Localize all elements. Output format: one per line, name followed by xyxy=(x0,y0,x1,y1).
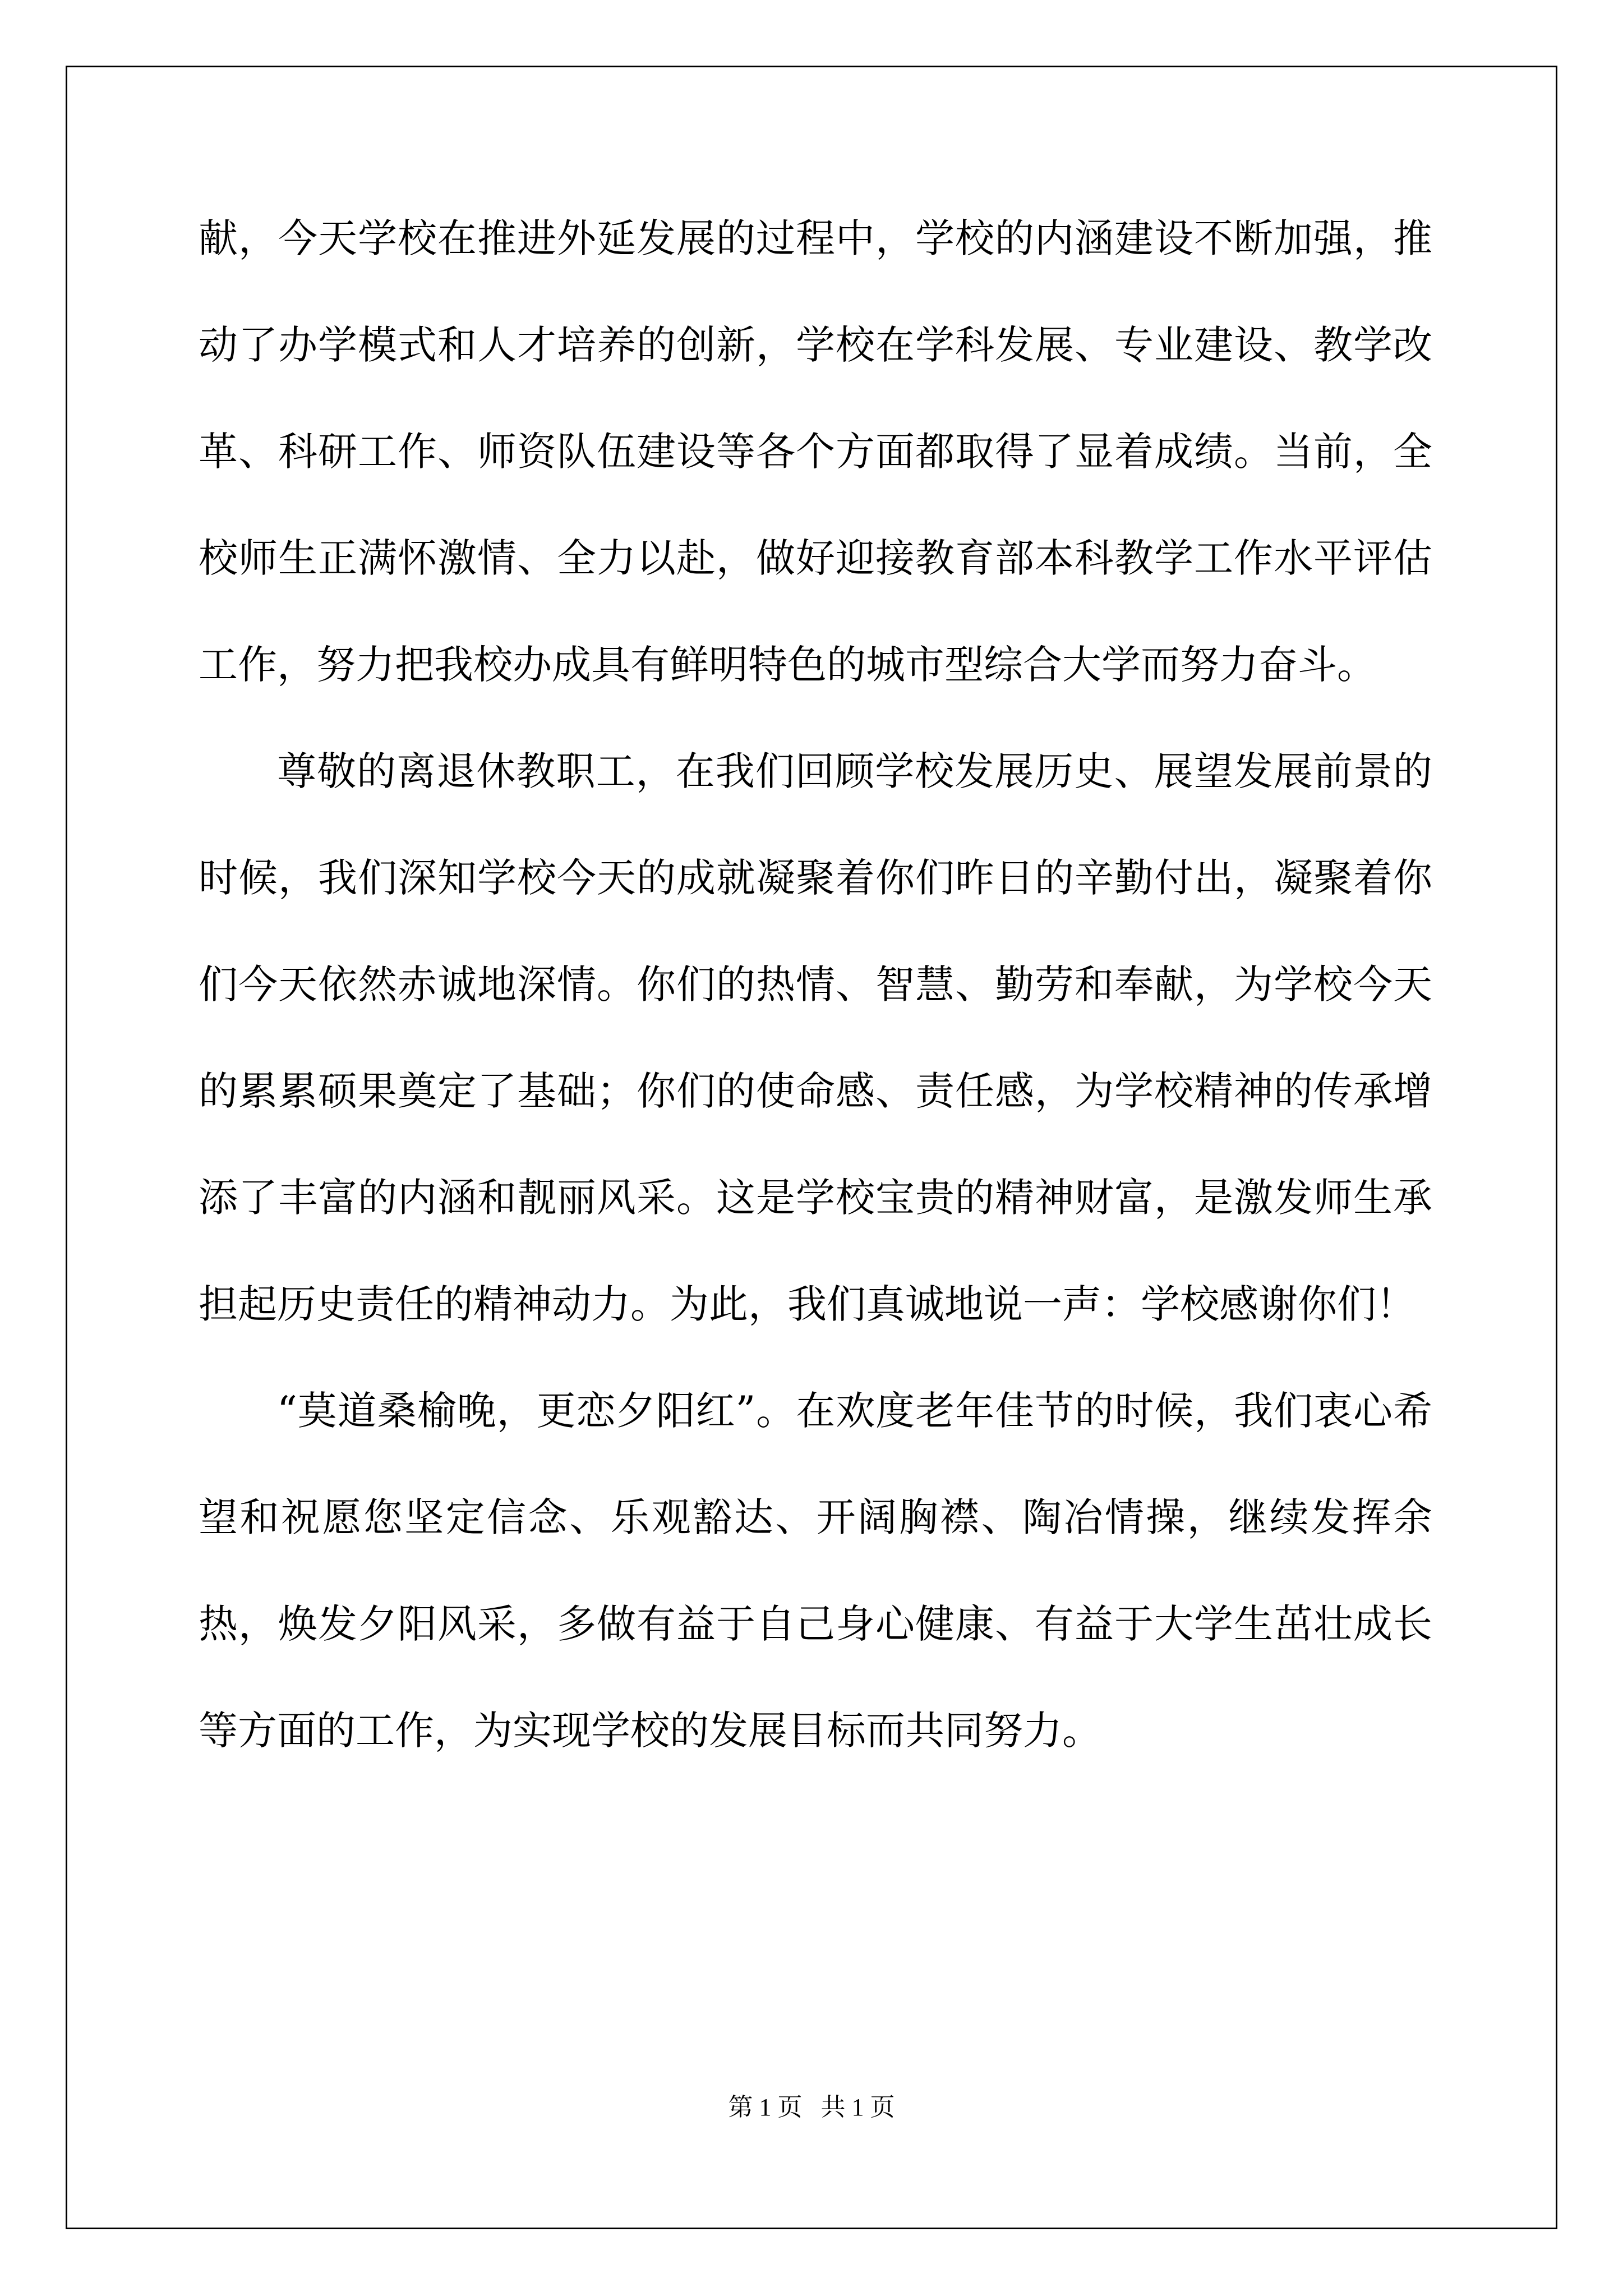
paragraph-1: 献，今天学校在推进外延发展的过程中，学校的内涵建设不断加强，推动了办学模式和人才培养的创新，学校在学科发展、专业建设、教学改革、科研工作、师资队伍建设等各个方面都取得了显着成绩。当前，全校师生正满怀激情、全力以赴，做好迎接教育部本科教学工作水平评估工作，努力把我校办成具有鲜明特色的城市型综合大学而努力奋斗。 xyxy=(199,215,1432,688)
page-footer: 第 1 页 共 1 页 xyxy=(728,2093,895,2121)
document-body xyxy=(199,185,1432,1784)
paragraph-2: 尊敬的离退休教职工，在我们回顾学校发展历史、展望发展前景的时候，我们深知学校今天的成就凝聚着你们昨日的辛勤付出，凝聚着你们今天依然赤诚地深情。你们的热情、智慧、勤劳和奉献，为学校今天的累累硕果奠定了基础；你们的使命感、责任感，为学校精神的传承增添了丰富的内涵和靓丽风采。这是学校宝贵的精神财富，是激发师生承担起历史责任的精神动力。为此，我们真诚地说一声：学校感谢你们！ xyxy=(199,748,1432,1327)
paragraph-3: “莫道桑榆晚，更恋夕阳红”。在欢度老年佳节的时候，我们衷心希望和祝愿您坚定信念、乐观豁达、开阔胸襟、陶冶情操，继续发挥余热，焕发夕阳风采，多做有益于自己身心健康、有益于大学生茁壮成长等方面的工作，为实现学校的发展目标而共同努力。 xyxy=(199,1388,1432,1754)
